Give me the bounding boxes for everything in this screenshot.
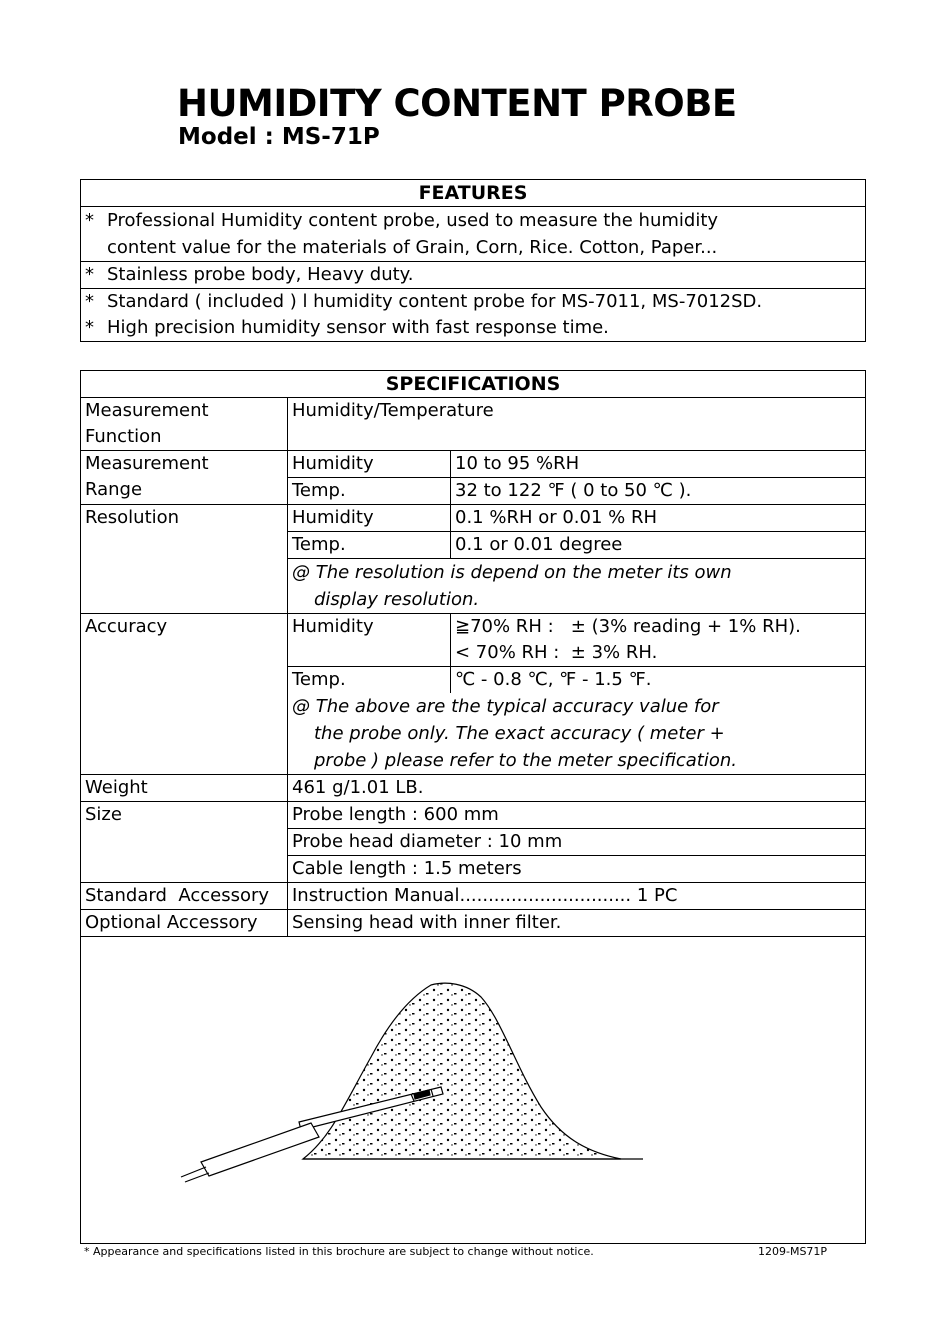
spec-value: ℃ - 0.8 ℃, ℉ - 1.5 ℉.	[451, 667, 866, 694]
spec-value: 10 to 95 %RH	[451, 451, 866, 478]
specifications-heading: SPECIFICATIONS	[81, 371, 866, 398]
spec-label: Accuracy	[81, 614, 288, 775]
spec-value: Cable length : 1.5 meters	[288, 856, 866, 883]
spec-value: < 70% RH : ± 3% RH.	[451, 640, 866, 667]
model-number: Model : MS-71P	[178, 124, 380, 150]
spec-value: ≧70% RH : ± (3% reading + 1% RH).	[451, 614, 866, 641]
sub-label: Temp.	[288, 667, 451, 694]
spec-label: Measurement Range	[81, 451, 288, 505]
spec-value: Probe length : 600 mm	[288, 802, 866, 829]
footer-disclaimer: * Appearance and specifications listed in this brochure are subject to change without notice.	[84, 1245, 594, 1258]
spec-label: Optional Accessory	[81, 910, 288, 937]
feature-item: * Professional Humidity content probe, used to measure the humidity content value for the materials of Grain, Corn, Rice. Cotton, Paper...	[85, 210, 719, 258]
features-table	[80, 179, 866, 342]
probe-in-grain-illustration	[81, 937, 865, 1235]
features-heading: FEATURES	[81, 180, 866, 207]
spec-label: Measurement Function	[81, 398, 288, 451]
spec-label: Size	[81, 802, 288, 883]
specifications-table	[80, 370, 866, 1244]
sub-label: Temp.	[288, 532, 451, 559]
feature-item: * High precision humidity sensor with fast response time.	[85, 317, 609, 338]
spec-value: Humidity/Temperature	[288, 398, 866, 451]
spec-label: Weight	[81, 775, 288, 802]
page-title: HUMIDITY CONTENT PROBE	[177, 82, 737, 125]
sub-label: Humidity	[288, 614, 451, 667]
spec-value: Sensing head with inner filter.	[288, 910, 866, 937]
feature-item: * Standard ( included ) l humidity content probe for MS-7011, MS-7012SD.	[85, 291, 763, 312]
sub-label: Humidity	[288, 451, 451, 478]
probe-illustration	[81, 937, 866, 1244]
accuracy-note: @ The above are the typical accuracy value for the probe only. The exact accuracy ( meter + probe ) please refer to the meter specification.	[288, 693, 866, 775]
document-code: 1209-MS71P	[758, 1245, 828, 1258]
spec-value: Probe head diameter : 10 mm	[288, 829, 866, 856]
spec-value: 0.1 or 0.01 degree	[451, 532, 866, 559]
resolution-note: @ The resolution is depend on the meter its own display resolution.	[288, 559, 866, 614]
sub-label: Temp.	[288, 478, 451, 505]
spec-value: 32 to 122 ℉ ( 0 to 50 ℃ ).	[451, 478, 866, 505]
grain-mound	[303, 983, 621, 1159]
spec-value: 0.1 %RH or 0.01 % RH	[451, 505, 866, 532]
spec-value: Instruction Manual.............................. 1 PC	[288, 883, 866, 910]
spec-label: Resolution	[81, 505, 288, 614]
spec-label: Standard Accessory	[81, 883, 288, 910]
feature-item: * Stainless probe body, Heavy duty.	[85, 264, 414, 285]
sub-label: Humidity	[288, 505, 451, 532]
spec-value: 461 g/1.01 LB.	[288, 775, 866, 802]
